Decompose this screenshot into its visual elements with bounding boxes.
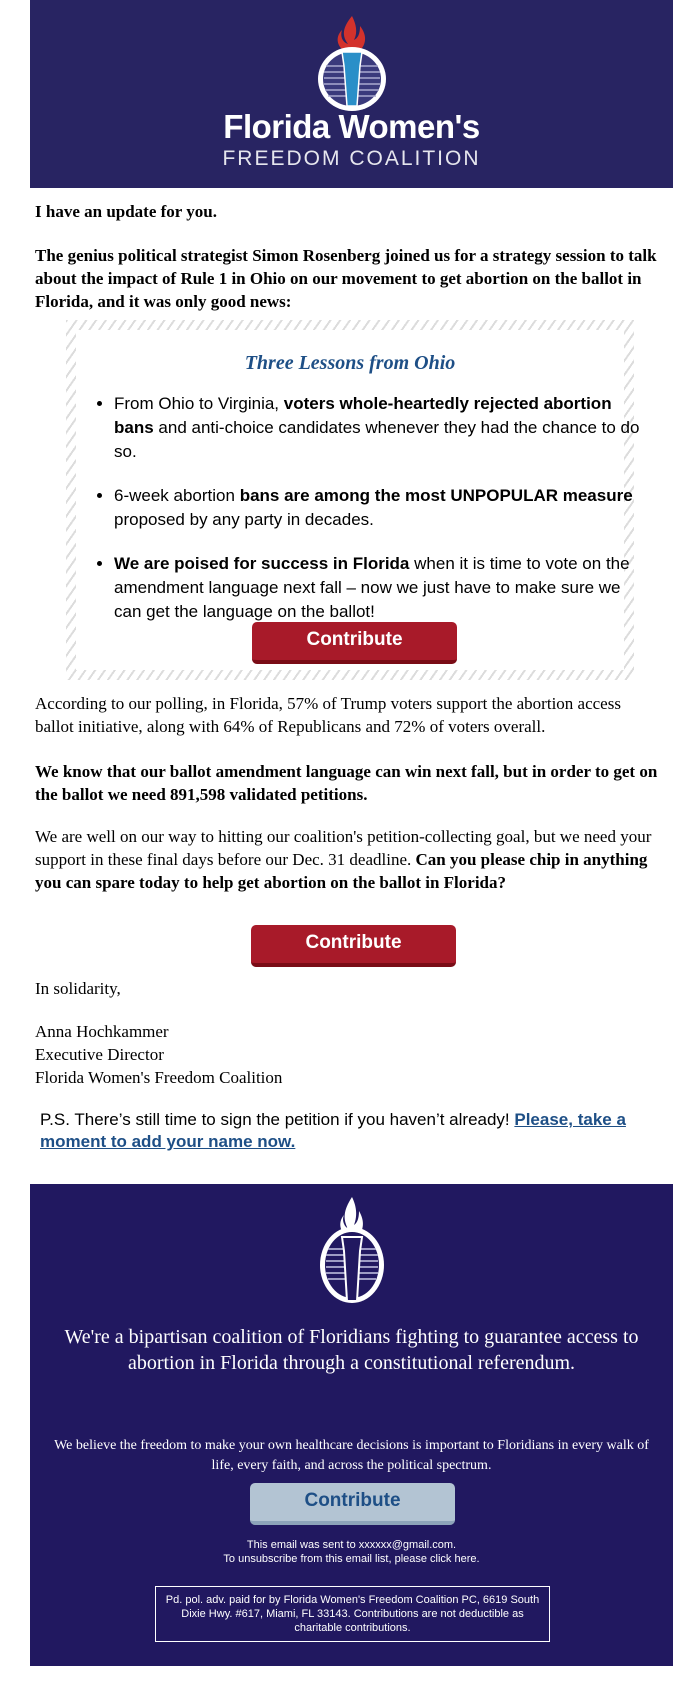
signature-name: Anna Hochkammer [35, 1022, 169, 1041]
lessons-list [76, 392, 644, 644]
footer [30, 1184, 673, 1666]
unsubscribe-link[interactable]: To unsubscribe from this email list, please click here. [223, 1553, 480, 1565]
footer-mission: We're a bipartisan coalition of Floridians fighting to guarantee access to abortion in Florida through a constitutional referendum. [64, 1326, 639, 1374]
lessons-box [66, 320, 640, 680]
polling-paragraph: According to our polling, in Florida, 57% of Trump voters support the abortion access ballot initiative, along with 64% of Republicans and 72% of voters overall. [35, 694, 621, 736]
signoff: In solidarity, [35, 979, 121, 998]
ask-paragraph: We are well on our way to hitting our coalition's petition-collecting goal, but we need your support in these final days before our Dec. 31 deadline. Can you please chip in anything you can spare today to help get abortion on the ballot in Florida? [35, 827, 652, 892]
intro-text: I have an update for you. [35, 202, 217, 221]
footer-notice [30, 1538, 673, 1566]
intro-paragraph: The genius political strategist Simon Rosenberg joined us for a strategy session to talk about the impact of Rule 1 in Ohio on our movement to get abortion on the ballot in Florida, and it was only good news: [35, 246, 657, 311]
lesson-item: • We are poised for success in Florida when it is time to vote on the amendment language next fall – now we just have to make sure we can get the language on the ballot! [114, 552, 644, 624]
footer-contribute-button[interactable]: Contribute [250, 1483, 455, 1525]
disclaimer-box: Pd. pol. adv. paid for by Florida Women's Freedom Coalition PC, 6619 South Dixie Hwy. #617, Miami, FL 33143. Contributions are not deductible as charitable contributions. [155, 1586, 550, 1642]
lesson-item: • From Ohio to Virginia, voters whole-heartedly rejected abortion bans and anti-choice candidates whenever they had the chance to do so. [114, 392, 644, 464]
sent-to-text: This email was sent to xxxxxx@gmail.com. [246, 1539, 457, 1551]
postscript: P.S. There’s still time to sign the petition if you haven’t already! Please, take a moment to add your name now. [40, 1110, 626, 1151]
contribute-button-2[interactable]: Contribute [251, 925, 456, 967]
brand-subtitle: FREEDOM COALITION [222, 147, 481, 170]
signature-org: Florida Women's Freedom Coalition [35, 1068, 283, 1087]
torch-icon [30, 1197, 673, 1310]
petitions-paragraph: We know that our ballot amendment language can win next fall, but in order to get on the ballot we need 891,598 validated petitions. [35, 762, 658, 804]
brand-name: Florida Women's [223, 108, 480, 145]
signature-title: Executive Director [35, 1045, 164, 1064]
footer-belief: We believe the freedom to make your own healthcare decisions is important to Floridians in every walk of life, every faith, and across the political spectrum. [54, 1438, 649, 1473]
lessons-title: Three Lessons from Ohio [244, 352, 456, 374]
contribute-button[interactable]: Contribute [252, 622, 457, 664]
header-banner [30, 0, 673, 188]
lesson-item: • 6-week abortion bans are among the most UNPOPULAR measure proposed by any party in decades. [114, 484, 644, 532]
sign-petition-link[interactable]: Please, take a moment to add your name now. [40, 1110, 626, 1151]
torch-icon [30, 14, 673, 119]
